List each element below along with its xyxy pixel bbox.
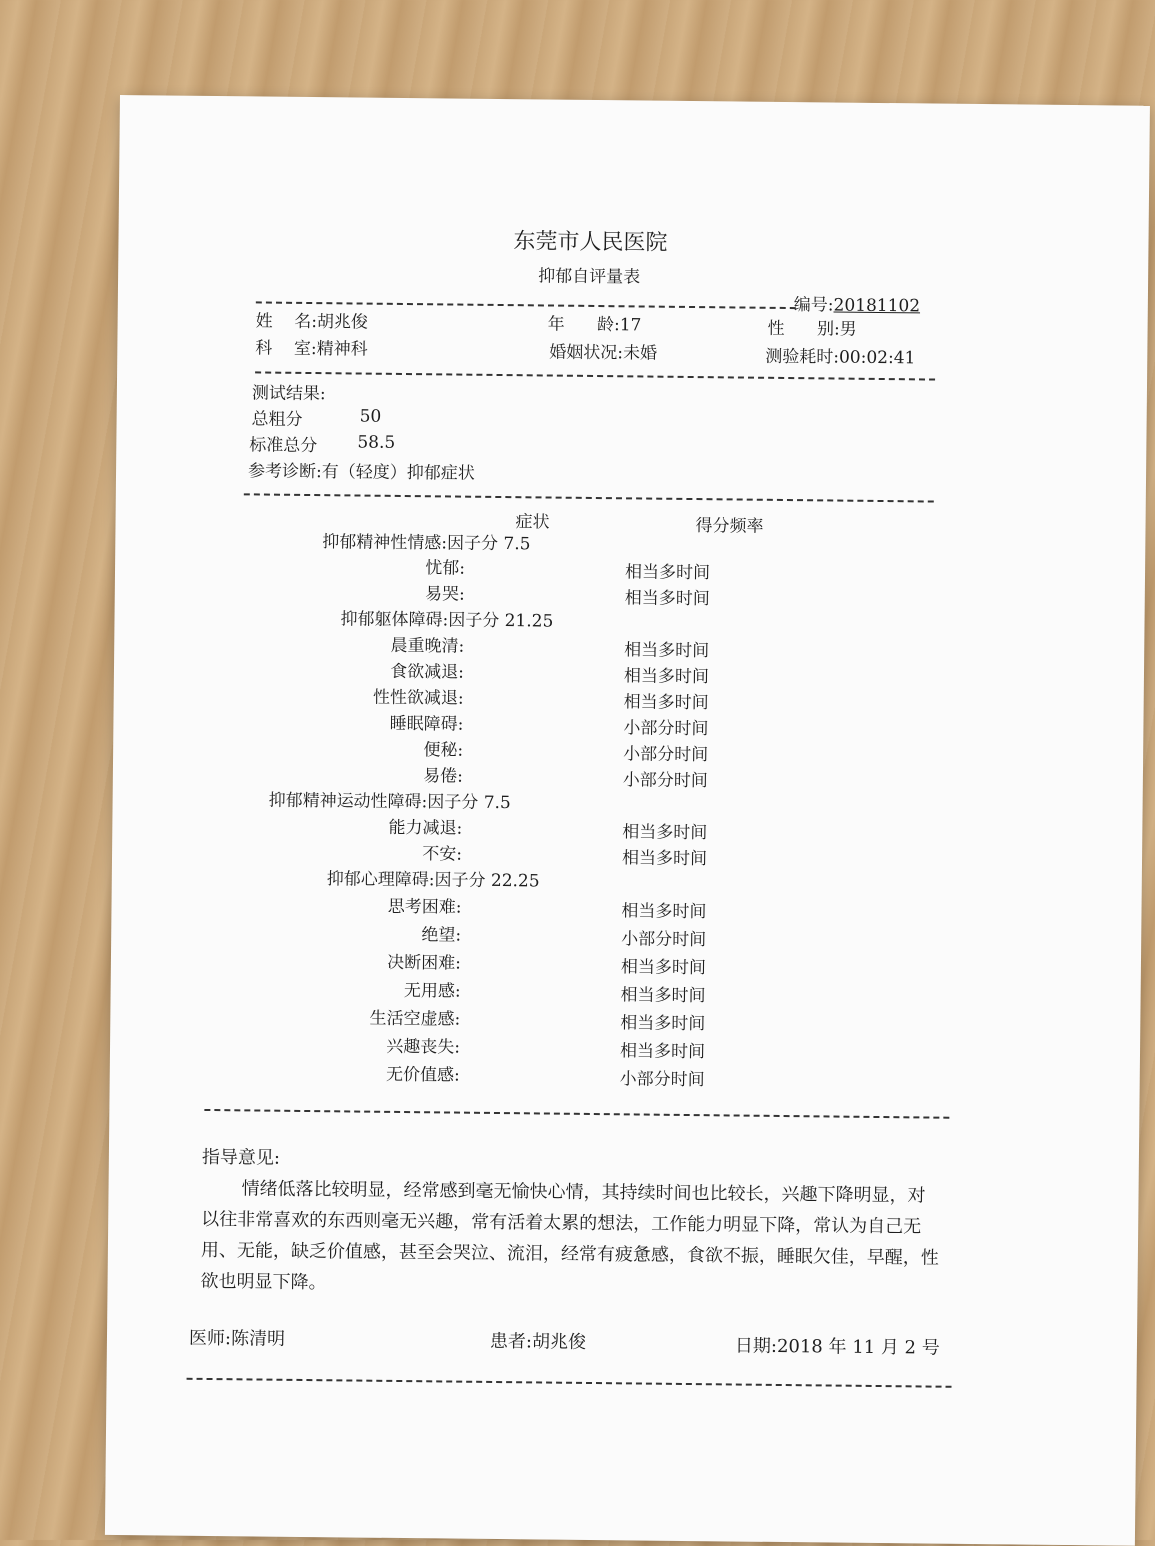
diagnosis-value: 有（轻度）抑郁症状 (321, 462, 475, 484)
symptom-label: 食欲减退: (390, 661, 465, 683)
symptom-label: 思考困难: (387, 896, 462, 918)
patient-value: 胡兆俊 (531, 1331, 587, 1353)
symptom-frequency: 相当多时间 (624, 562, 711, 584)
patient-marital (549, 338, 657, 364)
factor-score: 因子分 21.25 (448, 610, 554, 632)
marital-label: 婚姻状况: (549, 342, 624, 364)
factor-label: 抑郁躯体障碍: (340, 609, 449, 631)
date-value: 2018 年 11 月 2 号 (776, 1335, 940, 1359)
symptom-label: 能力减退: (388, 817, 463, 839)
patient-gender (767, 314, 856, 340)
symptom-label: 无用感: (403, 981, 461, 1002)
symptom-label: 睡眠障碍: (389, 713, 464, 735)
raw-score-label: 总粗分 (251, 409, 303, 430)
col-frequency-header: 得分频率 (695, 516, 764, 537)
diagnosis (248, 456, 475, 483)
symptom-frequency: 相当多时间 (624, 588, 710, 610)
symptom-label: 无价值感: (385, 1064, 460, 1086)
symptom-frequency: 小部分时间 (621, 929, 707, 951)
standard-score-label: 标准总分 (249, 435, 318, 457)
age-label: 年 龄: (547, 314, 620, 336)
duration-label: 测验耗时: (765, 346, 840, 368)
doctor-value: 陈清明 (230, 1328, 286, 1350)
hospital-name: 东莞市人民医院 (513, 229, 668, 256)
symptom-label: 不安: (422, 844, 463, 865)
name-value: 胡兆俊 (316, 312, 369, 333)
patient-department (255, 333, 368, 359)
symptom-frequency: 相当多时间 (619, 1041, 706, 1063)
symptom-frequency: 相当多时间 (620, 985, 706, 1007)
factor-row (322, 527, 530, 554)
factor-label: 抑郁心理障碍: (326, 869, 435, 891)
symptom-frequency: 相当多时间 (620, 1013, 706, 1035)
report-paper (105, 95, 1150, 1546)
patient-signature (490, 1327, 586, 1354)
symptom-frequency: 相当多时间 (620, 957, 706, 979)
report-date (735, 1332, 940, 1360)
diagnosis-label: 参考诊断: (247, 461, 322, 483)
symptom-label: 易哭: (424, 584, 465, 605)
standard-score-value: 58.5 (357, 432, 396, 453)
symptom-label: 忧郁: (425, 558, 466, 579)
factor-row (327, 864, 540, 891)
factor-score: 因子分 7.5 (427, 792, 511, 814)
symptom-frequency: 小部分时间 (622, 770, 708, 792)
duration-value: 00:02:41 (838, 347, 916, 369)
factor-label: 抑郁精神运动性障碍: (268, 790, 428, 813)
symptom-frequency: 相当多时间 (621, 848, 708, 870)
divider-info (255, 371, 935, 380)
form-title: 抑郁自评量表 (538, 266, 641, 288)
symptom-label: 性性欲减退: (372, 687, 464, 709)
symptom-label: 易倦: (423, 766, 463, 787)
symptom-label: 晨重晚清: (390, 635, 465, 657)
factor-score: 因子分 22.25 (434, 870, 540, 892)
factor-label: 抑郁精神性情感: (322, 532, 448, 554)
symptom-frequency: 相当多时间 (624, 640, 710, 662)
symptom-label: 生活空虚感: (369, 1008, 461, 1030)
age-value: 17 (619, 315, 642, 336)
divider-results (244, 493, 934, 502)
symptom-label: 绝望: (421, 925, 462, 946)
factor-score: 因子分 7.5 (446, 533, 531, 555)
dept-value: 精神科 (316, 339, 368, 360)
factor-row (340, 604, 553, 631)
serial-number (794, 290, 921, 316)
marital-value: 未婚 (622, 343, 658, 364)
serial-label: 编号: (793, 295, 834, 316)
serial-value: 20181102 (833, 295, 921, 317)
gender-label: 性 别: (767, 318, 840, 340)
symptom-frequency: 相当多时间 (623, 666, 710, 688)
dept-label: 科 室: (255, 338, 317, 360)
symptom-frequency: 相当多时间 (622, 822, 708, 844)
patient-name (256, 306, 369, 332)
test-duration (765, 342, 915, 369)
symptom-frequency: 小部分时间 (619, 1069, 705, 1091)
divider-bottom (187, 1378, 952, 1388)
symptom-label: 便秘: (423, 740, 464, 761)
patient-age (548, 309, 642, 335)
results-heading: 测试结果: (251, 383, 326, 405)
gender-value: 男 (839, 319, 857, 340)
symptom-label: 兴趣丧失: (386, 1036, 461, 1058)
doctor-label: 医师: (188, 1327, 232, 1350)
name-label: 姓 名: (255, 311, 318, 333)
divider-table (204, 1109, 949, 1119)
patient-label: 患者: (489, 1330, 533, 1353)
symptom-frequency: 相当多时间 (623, 692, 709, 714)
guidance-heading: 指导意见: (201, 1146, 281, 1169)
symptom-frequency: 相当多时间 (621, 901, 707, 923)
factor-row (269, 786, 511, 814)
raw-score-value: 50 (359, 406, 382, 427)
symptom-frequency: 小部分时间 (623, 744, 709, 766)
doctor-signature (189, 1324, 285, 1351)
symptom-frequency: 小部分时间 (623, 718, 709, 740)
col-symptom-header: 症状 (515, 512, 550, 533)
guidance-text: 情绪低落比较明显，经常感到毫无愉快心情，其持续时间也比较长，兴趣下降明显，对以往非常喜欢的东西则毫无兴趣，常有活着太累的想法，工作能力明显下降，常认为自己无用、无能，缺乏价值感，甚至会哭泣、流泪，经常有疲惫感，食欲不振，睡眠欠佳，早醒，性欲也明显下降。 (200, 1178, 939, 1294)
date-label: 日期: (734, 1335, 778, 1357)
symptom-label: 决断困难: (387, 952, 462, 974)
